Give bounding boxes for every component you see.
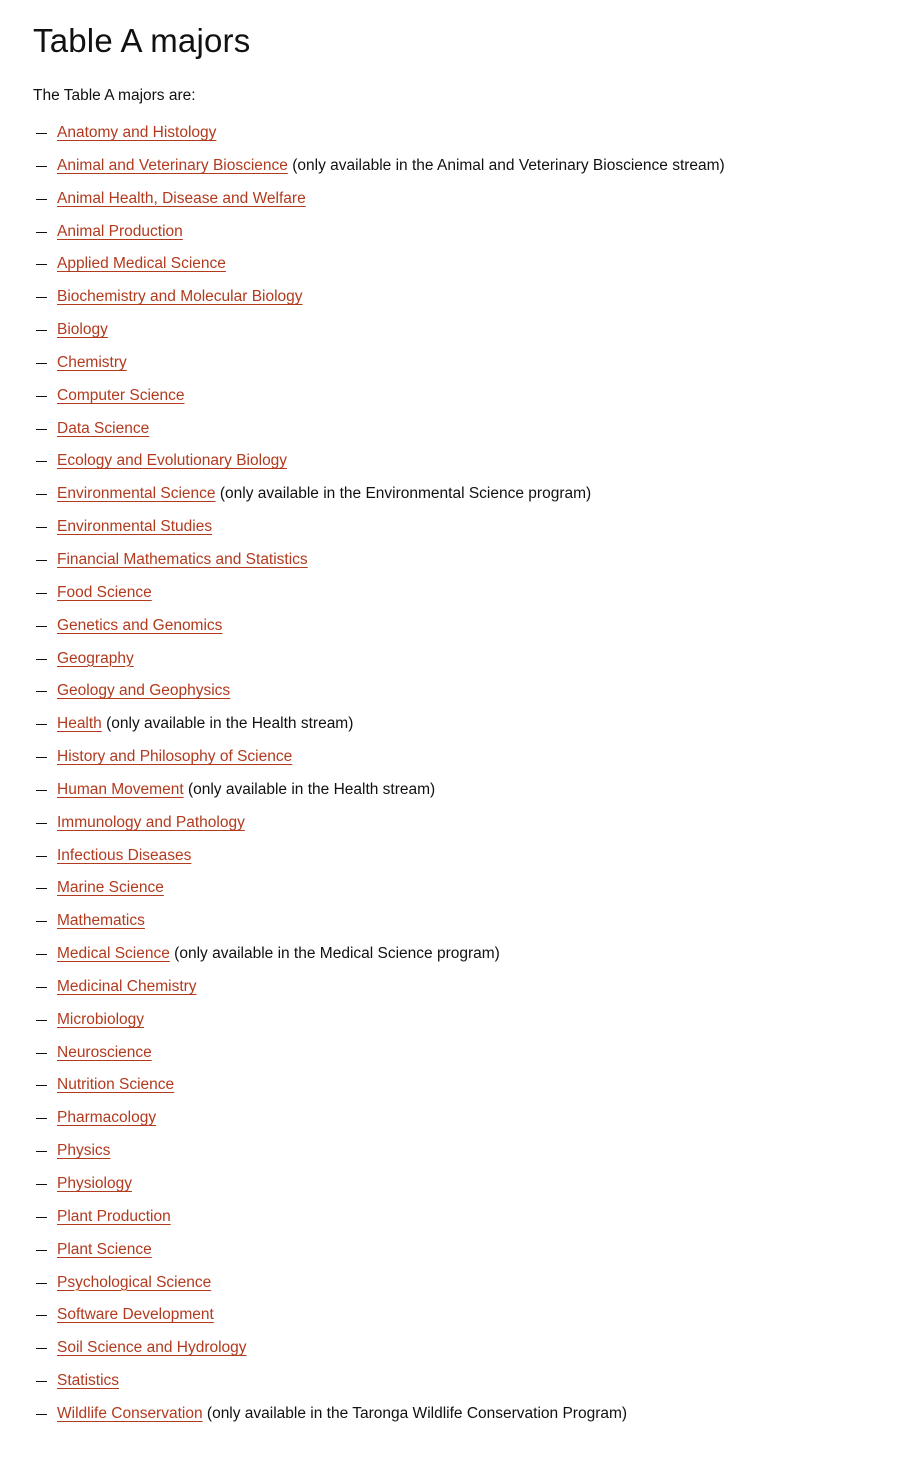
list-item [33,547,903,580]
dash-bullet-icon [36,790,47,791]
dash-bullet-icon [36,560,47,561]
dash-bullet-icon [36,232,47,233]
list-item [33,875,903,908]
dash-bullet-icon [36,724,47,725]
dash-bullet-icon [36,626,47,627]
dash-bullet-icon [36,888,47,889]
dash-bullet-icon [36,264,47,265]
list-item [33,1040,903,1073]
major-link[interactable]: Financial Mathematics and Statistics [57,550,308,568]
dash-bullet-icon [36,1184,47,1185]
major-link[interactable]: Medicinal Chemistry [57,977,197,995]
major-link[interactable]: Human Movement [57,780,184,798]
major-link[interactable]: Neuroscience [57,1043,152,1061]
dash-bullet-icon [36,166,47,167]
dash-bullet-icon [36,297,47,298]
major-link[interactable]: Geology and Geophysics [57,682,231,700]
dash-bullet-icon [36,1250,47,1251]
major-link[interactable]: Infectious Diseases [57,846,192,864]
list-item [33,941,903,974]
dash-bullet-icon [36,593,47,594]
availability-note: (only available in the Health stream) [187,780,436,798]
list-item [33,1335,903,1368]
dash-bullet-icon [36,1283,47,1284]
major-link[interactable]: Psychological Science [57,1273,212,1291]
major-link[interactable]: Software Development [57,1306,214,1324]
major-link[interactable]: Environmental Studies [57,518,213,536]
list-item [33,416,903,449]
availability-note: (only available in the Health stream) [106,715,354,733]
list-item [33,1072,903,1105]
dash-bullet-icon [36,1118,47,1119]
major-link[interactable]: Microbiology [57,1010,145,1028]
list-item [33,711,903,744]
major-link[interactable]: Animal and Veterinary Bioscience [57,156,288,174]
list-item [33,1270,903,1303]
major-link[interactable]: Plant Production [57,1207,171,1225]
dash-bullet-icon [36,691,47,692]
dash-bullet-icon [36,954,47,955]
dash-bullet-icon [36,429,47,430]
dash-bullet-icon [36,363,47,364]
major-link[interactable]: Wildlife Conservation [57,1404,203,1422]
dash-bullet-icon [36,1414,47,1415]
list-item [33,481,903,514]
list-item [33,383,903,416]
availability-note: (only available in the Animal and Veterinary Bioscience stream) [292,156,725,174]
dash-bullet-icon [36,133,47,134]
dash-bullet-icon [36,856,47,857]
list-item [33,219,903,252]
dash-bullet-icon [36,1151,47,1152]
list-item [33,843,903,876]
major-link[interactable]: Ecology and Evolutionary Biology [57,452,288,470]
availability-note: (only available in the Environmental Science program) [219,485,592,503]
availability-note: (only available in the Taronga Wildlife Conservation Program) [206,1404,628,1422]
list-item [33,908,903,941]
majors-list [33,120,903,1434]
dash-bullet-icon [36,1053,47,1054]
major-link[interactable]: Environmental Science [57,485,216,503]
dash-bullet-icon [36,823,47,824]
dash-bullet-icon [36,494,47,495]
major-link[interactable]: Data Science [57,419,150,437]
list-item [33,1138,903,1171]
intro-text: The Table A majors are: [33,87,196,104]
dash-bullet-icon [36,1348,47,1349]
major-link[interactable]: Soil Science and Hydrology [57,1339,247,1357]
list-item [33,1368,903,1401]
list-item [33,514,903,547]
major-link[interactable]: Biochemistry and Molecular Biology [57,288,303,306]
list-item [33,448,903,481]
dash-bullet-icon [36,199,47,200]
dash-bullet-icon [36,987,47,988]
major-link[interactable]: History and Philosophy of Science [57,748,293,766]
major-link[interactable]: Anatomy and Histology [57,124,217,141]
list-item [33,810,903,843]
dash-bullet-icon [36,921,47,922]
major-link[interactable]: Food Science [57,583,152,601]
list-item [33,153,903,186]
major-link[interactable]: Chemistry [57,353,127,371]
major-link[interactable]: Physiology [57,1175,132,1192]
list-item [33,580,903,613]
list-item [33,678,903,711]
major-link[interactable]: Health [57,715,102,733]
major-link[interactable]: Geography [57,649,134,667]
list-item [33,1204,903,1237]
major-link[interactable]: Physics [57,1142,111,1160]
major-link[interactable]: Plant Science [57,1240,152,1258]
list-item [33,777,903,810]
list-item [33,1105,903,1138]
dash-bullet-icon [36,757,47,758]
list-item [33,974,903,1007]
dash-bullet-icon [36,1217,47,1218]
list-item [33,251,903,284]
list-item [33,350,903,383]
dash-bullet-icon [36,1381,47,1382]
dash-bullet-icon [36,330,47,331]
dash-bullet-icon [36,461,47,462]
list-item [33,120,903,153]
list-item [33,1302,903,1335]
major-link[interactable]: Computer Science [57,386,185,404]
major-link[interactable]: Applied Medical Science [57,255,226,273]
major-link[interactable]: Animal Health, Disease and Welfare [57,189,306,207]
major-link[interactable]: Animal Production [57,222,183,240]
dash-bullet-icon [36,527,47,528]
list-item [33,317,903,350]
dash-bullet-icon [36,1315,47,1316]
dash-bullet-icon [36,659,47,660]
page-title: Table A majors [33,22,251,59]
dash-bullet-icon [36,396,47,397]
major-link[interactable]: Mathematics [57,912,145,930]
list-item [33,284,903,317]
major-link[interactable]: Biology [57,321,108,339]
major-link[interactable]: Genetics and Genomics [57,616,223,634]
major-link[interactable]: Marine Science [57,879,164,897]
major-link[interactable]: Immunology and Pathology [57,813,245,831]
list-item [33,186,903,219]
list-item [33,646,903,679]
list-item [33,1007,903,1040]
list-item [33,744,903,777]
major-link[interactable]: Pharmacology [57,1109,157,1127]
dash-bullet-icon [36,1085,47,1086]
list-item [33,1171,903,1204]
major-link[interactable]: Statistics [57,1372,120,1390]
major-link[interactable]: Nutrition Science [57,1076,175,1094]
major-link[interactable]: Medical Science [57,945,170,963]
dash-bullet-icon [36,1020,47,1021]
list-item [33,1237,903,1270]
list-item [33,1401,903,1434]
list-item [33,613,903,646]
availability-note: (only available in the Medical Science program) [174,945,500,963]
